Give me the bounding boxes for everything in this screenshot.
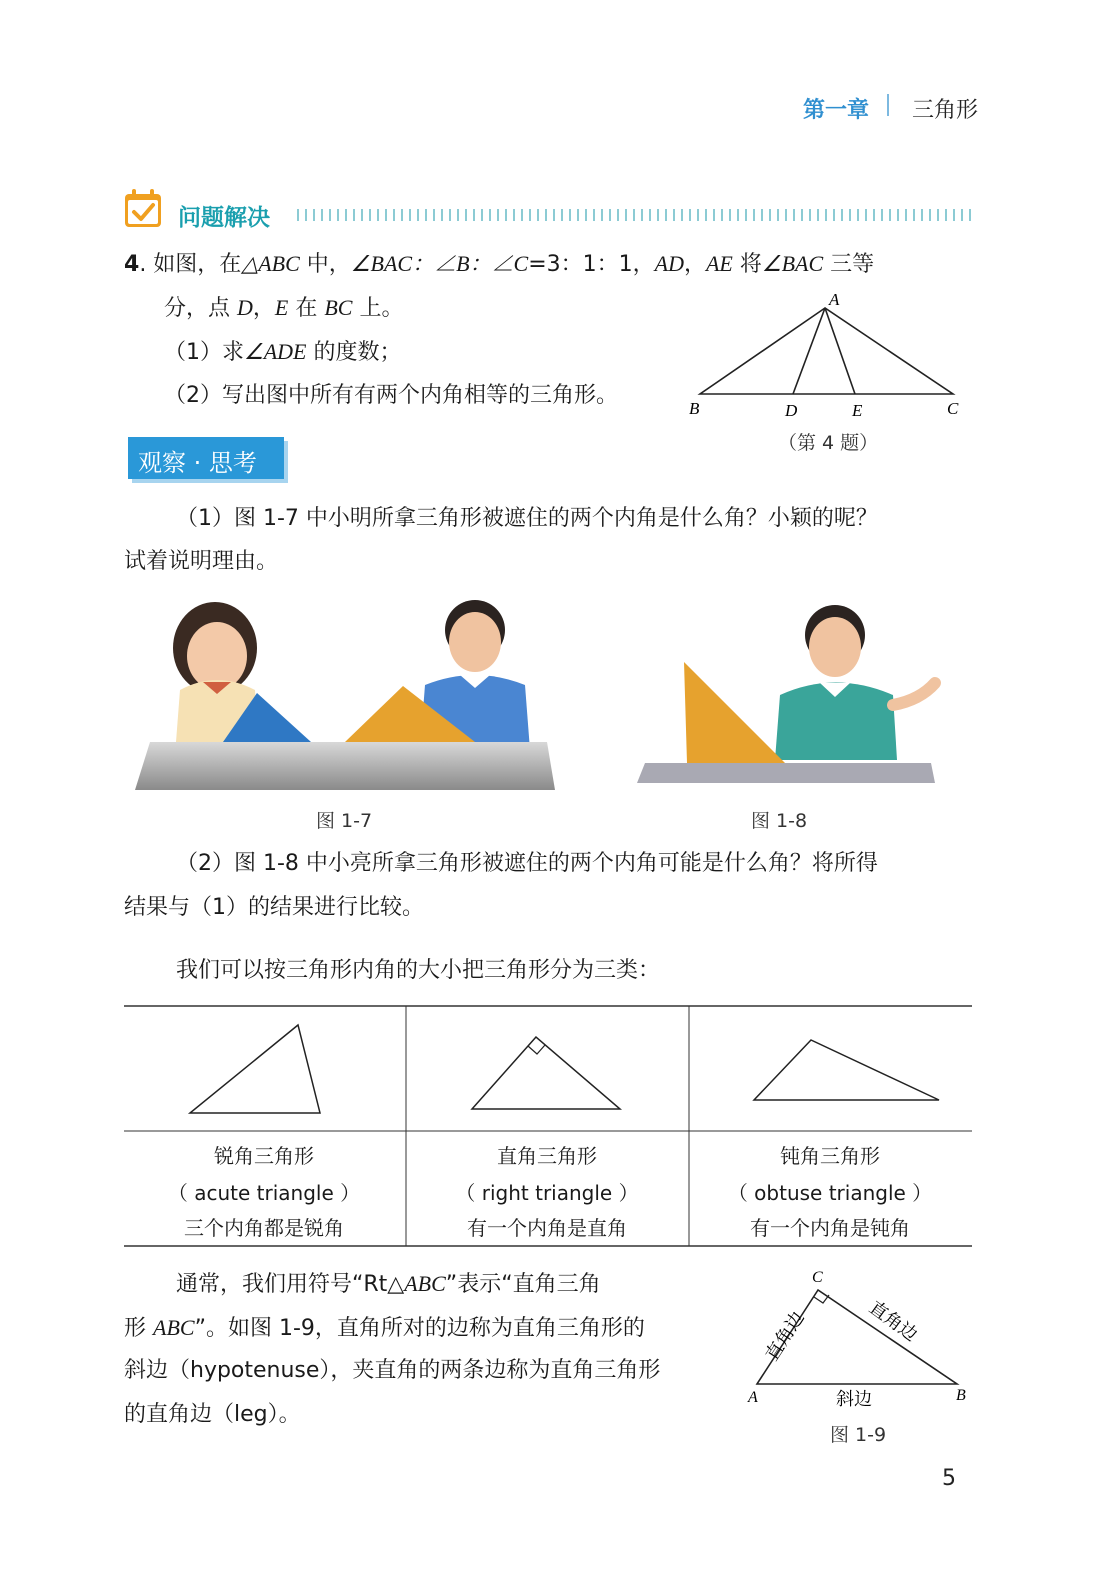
orange-right-triangle	[684, 662, 785, 763]
fig9-leg-right-label: 直角边	[865, 1297, 922, 1346]
fig9-label-a: A	[748, 1389, 758, 1406]
table-cell-right-name: 直角三角形	[497, 1144, 597, 1168]
problem-question-2: （2）写出图中所有有两个内角相等的三角形。	[164, 383, 618, 408]
section-title: 问题解决	[178, 205, 270, 231]
obtuse-triangle-shape	[754, 1040, 939, 1100]
vertex-label-d: D	[785, 401, 798, 420]
figure-1-8-illustration	[635, 595, 960, 795]
calendar-check-icon	[124, 188, 162, 228]
table-cell-obtuse-name: 钝角三角形	[780, 1144, 880, 1168]
problem-4-figure	[685, 288, 975, 423]
observe-question-1-line-1: （1）图 1-7 中小明所拿三角形被遮住的两个内角是什么角？小颖的呢？	[176, 506, 878, 531]
problem-line-1: 4. 如图，在△ABC 中，∠BAC：∠B：∠C=3：1：1，AD，AE 将∠BAC 三等	[124, 251, 875, 277]
vertex-label-e: E	[852, 401, 863, 420]
observe-question-2-line-2: 结果与（1）的结果进行比较。	[124, 895, 424, 920]
figure-1-8-caption: 图 1-8	[751, 810, 808, 832]
right-triangle-shape	[472, 1037, 620, 1109]
figure-1-7-caption: 图 1-7	[316, 810, 373, 832]
figure-1-9	[742, 1264, 972, 1414]
table-cell-obtuse-english: （ obtuse triangle ）	[727, 1181, 933, 1205]
conclusion-line-4: 的直角边（leg）。	[124, 1402, 301, 1427]
observe-question-2-line-1: （2）图 1-8 中小亮所拿三角形被遮住的两个内角可能是什么角？将所得	[176, 851, 878, 876]
chapter-label: 第一章	[803, 98, 870, 123]
fig9-label-c: C	[812, 1269, 823, 1286]
table-cell-acute-english: （ acute triangle ）	[167, 1181, 361, 1205]
figure-1-7-illustration	[135, 590, 560, 800]
classify-intro: 我们可以按三角形内角的大小把三角形分为三类：	[176, 958, 661, 983]
table-cell-acute-desc: 三个内角都是锐角	[184, 1216, 344, 1240]
problem-question-1: （1）求∠ADE 的度数；	[164, 339, 402, 365]
observe-banner-label: 观察 · 思考	[138, 449, 257, 477]
acute-triangle-shape	[190, 1025, 320, 1113]
header-separator	[887, 94, 889, 116]
conclusion-line-1: 通常，我们用符号“Rt△ABC”表示“直角三角	[176, 1271, 601, 1297]
observe-question-1-line-2: 试着说明理由。	[124, 549, 279, 574]
chapter-title: 三角形	[912, 98, 979, 123]
vertex-label-c: C	[947, 399, 959, 418]
problem-number: 4	[124, 252, 140, 277]
table-cell-right-desc: 有一个内角是直角	[467, 1216, 627, 1240]
section-divider	[297, 209, 973, 221]
fig9-label-b: B	[956, 1387, 966, 1404]
table-cell-acute-name: 锐角三角形	[214, 1144, 314, 1168]
problem-line-2: 分，点 D，E 在 BC 上。	[164, 295, 404, 321]
problem-4-caption: （第 4 题）	[778, 432, 879, 454]
conclusion-line-2: 形 ABC”。如图 1-9，直角所对的边称为直角三角形的	[124, 1315, 645, 1341]
table-cell-obtuse-desc: 有一个内角是钝角	[750, 1216, 910, 1240]
fig9-hypotenuse-label: 斜边	[836, 1389, 872, 1410]
fig9-leg-left-label: 直角边	[761, 1307, 809, 1365]
figure-1-9-caption: 图 1-9	[830, 1424, 887, 1446]
vertex-label-a: A	[829, 290, 840, 309]
page-number: 5	[942, 1466, 956, 1491]
vertex-label-b: B	[689, 399, 700, 418]
conclusion-line-3: 斜边（hypotenuse），夹直角的两条边称为直角三角形	[124, 1358, 661, 1383]
table-cell-right-english: （ right triangle ）	[455, 1181, 639, 1205]
